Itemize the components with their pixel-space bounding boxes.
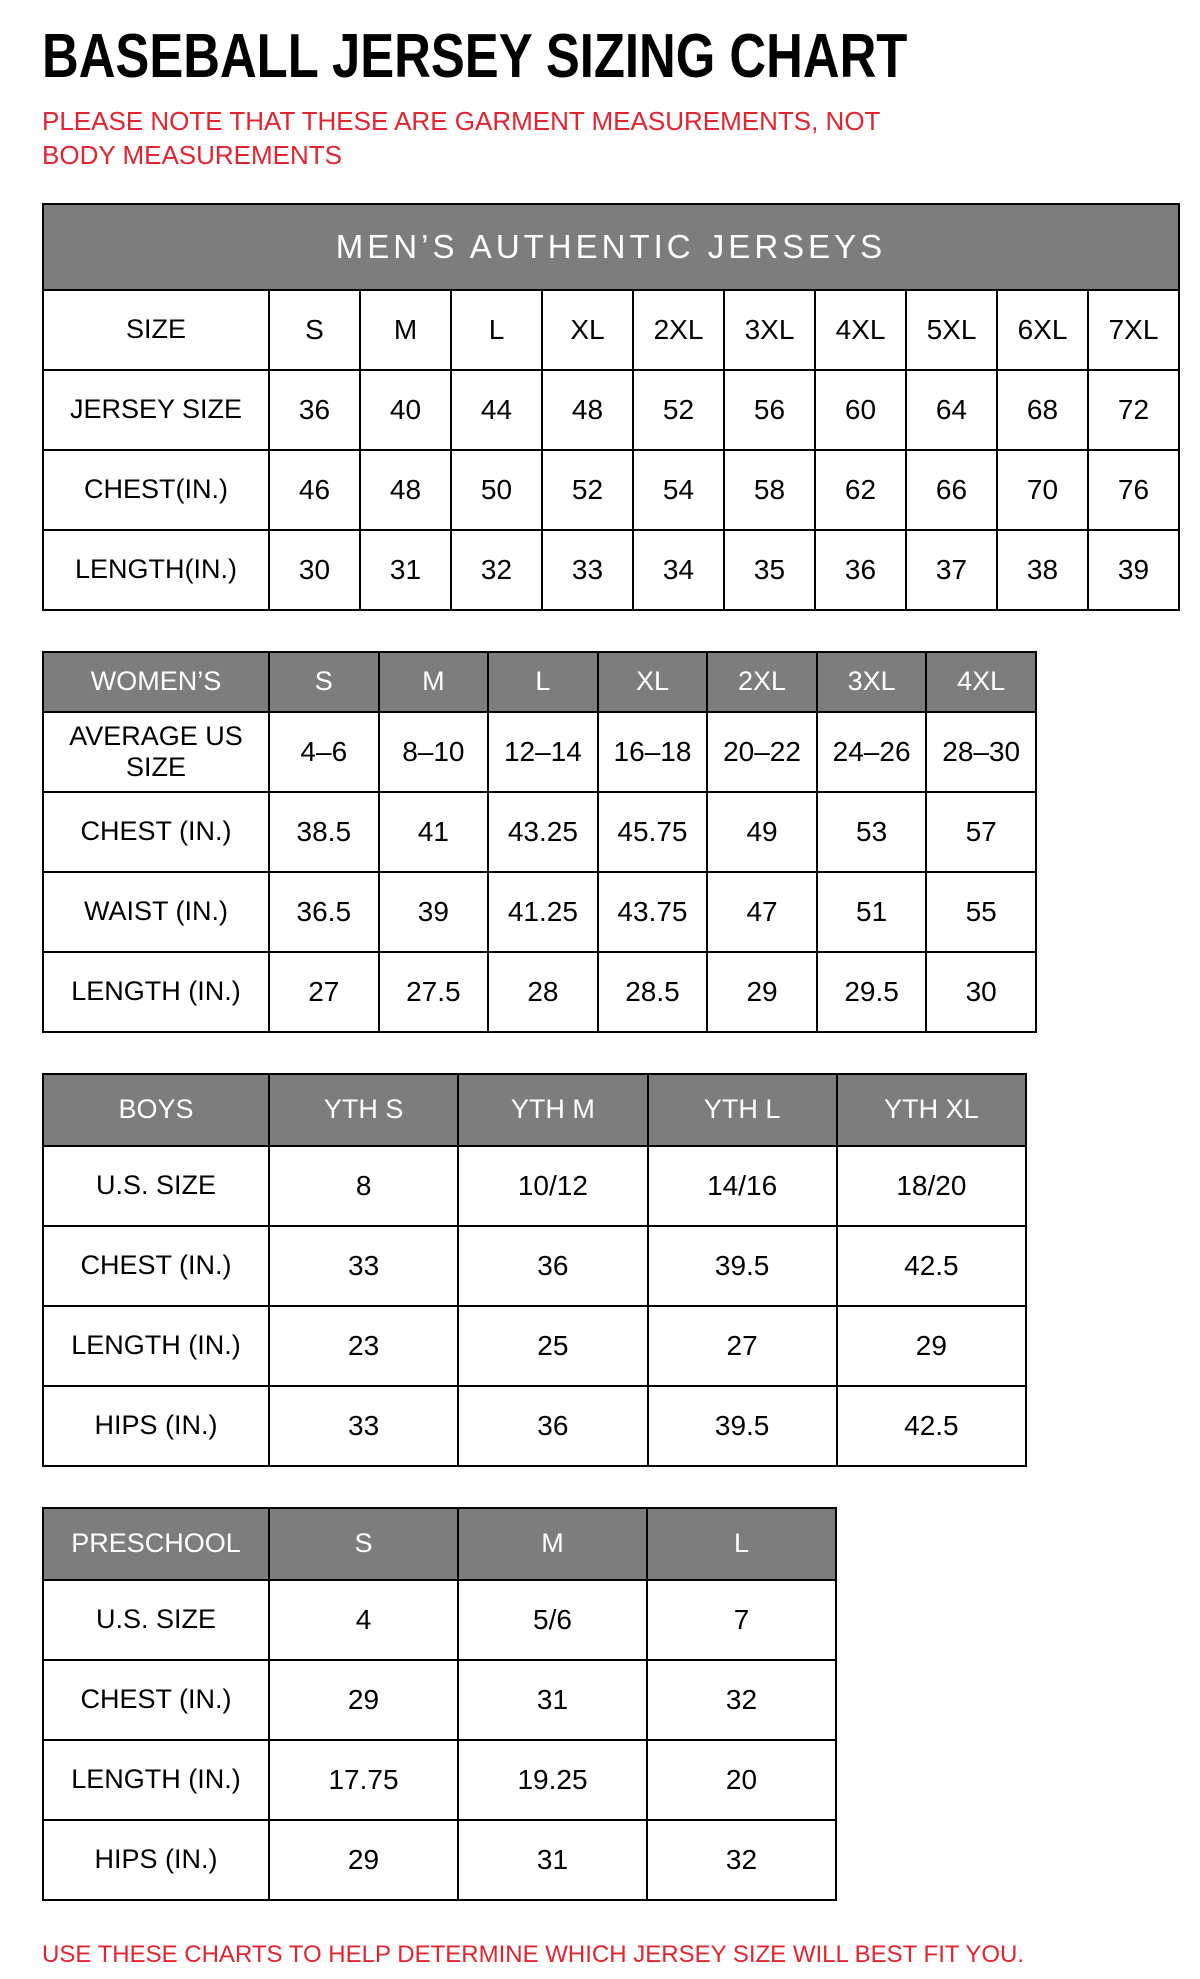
data-cell: 31 bbox=[458, 1820, 647, 1900]
data-cell: 32 bbox=[451, 530, 542, 610]
data-cell: 14/16 bbox=[648, 1146, 837, 1226]
row-label: HIPS (IN.) bbox=[43, 1820, 269, 1900]
header-cell: XL bbox=[598, 652, 708, 712]
data-cell: 31 bbox=[360, 530, 451, 610]
row-label: LENGTH (IN.) bbox=[43, 1306, 269, 1386]
table-header-row bbox=[43, 652, 1036, 712]
data-cell: 2XL bbox=[633, 290, 724, 370]
data-cell: 29 bbox=[707, 952, 817, 1032]
table-row bbox=[43, 1660, 836, 1740]
data-cell: 32 bbox=[647, 1660, 836, 1740]
data-cell: 72 bbox=[1088, 370, 1179, 450]
data-cell: 41.25 bbox=[488, 872, 598, 952]
data-cell: 35 bbox=[724, 530, 815, 610]
row-label: AVERAGE US SIZE bbox=[43, 712, 269, 792]
data-cell: 33 bbox=[269, 1386, 458, 1466]
table-row bbox=[43, 450, 1179, 530]
data-cell: 30 bbox=[926, 952, 1036, 1032]
tables-container bbox=[42, 203, 1180, 1901]
data-cell: 44 bbox=[451, 370, 542, 450]
garment-measurement-note: PLEASE NOTE THAT THESE ARE GARMENT MEASUREMENTS, NOT BODY MEASUREMENTS bbox=[42, 106, 880, 171]
data-cell: 55 bbox=[926, 872, 1036, 952]
table-womens bbox=[42, 651, 1037, 1033]
data-cell: M bbox=[360, 290, 451, 370]
data-cell: 28 bbox=[488, 952, 598, 1032]
header-cell: YTH M bbox=[458, 1074, 647, 1146]
data-cell: 50 bbox=[451, 450, 542, 530]
data-cell: 33 bbox=[542, 530, 633, 610]
data-cell: 19.25 bbox=[458, 1740, 647, 1820]
data-cell: 4XL bbox=[815, 290, 906, 370]
header-label: PRESCHOOL bbox=[43, 1508, 269, 1580]
table-row bbox=[43, 952, 1036, 1032]
data-cell: 37 bbox=[906, 530, 997, 610]
row-label: WAIST (IN.) bbox=[43, 872, 269, 952]
data-cell: 47 bbox=[707, 872, 817, 952]
data-cell: 5/6 bbox=[458, 1580, 647, 1660]
table-banner-row bbox=[43, 204, 1179, 290]
data-cell: 36 bbox=[269, 370, 360, 450]
data-cell: 10/12 bbox=[458, 1146, 647, 1226]
table-row bbox=[43, 290, 1179, 370]
row-label: U.S. SIZE bbox=[43, 1580, 269, 1660]
header-cell: S bbox=[269, 652, 379, 712]
data-cell: 12–14 bbox=[488, 712, 598, 792]
data-cell: 39 bbox=[1088, 530, 1179, 610]
row-label: U.S. SIZE bbox=[43, 1146, 269, 1226]
row-label: LENGTH(IN.) bbox=[43, 530, 269, 610]
data-cell: 45.75 bbox=[598, 792, 708, 872]
data-cell: 4–6 bbox=[269, 712, 379, 792]
data-cell: 56 bbox=[724, 370, 815, 450]
data-cell: 33 bbox=[269, 1226, 458, 1306]
data-cell: 62 bbox=[815, 450, 906, 530]
data-cell: 4 bbox=[269, 1580, 458, 1660]
data-cell: 39.5 bbox=[648, 1226, 837, 1306]
data-cell: 7 bbox=[647, 1580, 836, 1660]
header-cell: L bbox=[488, 652, 598, 712]
data-cell: 20 bbox=[647, 1740, 836, 1820]
data-cell: 57 bbox=[926, 792, 1036, 872]
row-label: CHEST (IN.) bbox=[43, 792, 269, 872]
data-cell: 60 bbox=[815, 370, 906, 450]
data-cell: 70 bbox=[997, 450, 1088, 530]
table-banner-title: MEN’S AUTHENTIC JERSEYS bbox=[43, 204, 1179, 290]
data-cell: 58 bbox=[724, 450, 815, 530]
data-cell: 29 bbox=[269, 1660, 458, 1740]
data-cell: 48 bbox=[360, 450, 451, 530]
data-cell: 27.5 bbox=[379, 952, 489, 1032]
table-boys bbox=[42, 1073, 1027, 1467]
footer-note: USE THESE CHARTS TO HELP DETERMINE WHICH JERSEY SIZE WILL BEST FIT YOU. bbox=[42, 1940, 1025, 1968]
data-cell: 7XL bbox=[1088, 290, 1179, 370]
table-row bbox=[43, 1820, 836, 1900]
data-cell: 39.5 bbox=[648, 1386, 837, 1466]
data-cell: 51 bbox=[817, 872, 927, 952]
row-label: LENGTH (IN.) bbox=[43, 952, 269, 1032]
data-cell: 36.5 bbox=[269, 872, 379, 952]
data-cell: 25 bbox=[458, 1306, 647, 1386]
table-row bbox=[43, 1306, 1026, 1386]
data-cell: 42.5 bbox=[837, 1386, 1026, 1466]
data-cell: 36 bbox=[458, 1386, 647, 1466]
header-cell: L bbox=[647, 1508, 836, 1580]
data-cell: 27 bbox=[269, 952, 379, 1032]
data-cell: 40 bbox=[360, 370, 451, 450]
data-cell: 24–26 bbox=[817, 712, 927, 792]
data-cell: 5XL bbox=[906, 290, 997, 370]
data-cell: 27 bbox=[648, 1306, 837, 1386]
row-label: SIZE bbox=[43, 290, 269, 370]
table-row bbox=[43, 712, 1036, 792]
data-cell: 3XL bbox=[724, 290, 815, 370]
data-cell: 31 bbox=[458, 1660, 647, 1740]
data-cell: 6XL bbox=[997, 290, 1088, 370]
table-row bbox=[43, 1386, 1026, 1466]
data-cell: 68 bbox=[997, 370, 1088, 450]
table-row bbox=[43, 1580, 836, 1660]
table-row bbox=[43, 1226, 1026, 1306]
data-cell: 39 bbox=[379, 872, 489, 952]
row-label: HIPS (IN.) bbox=[43, 1386, 269, 1466]
data-cell: 17.75 bbox=[269, 1740, 458, 1820]
data-cell: 52 bbox=[633, 370, 724, 450]
row-label: CHEST (IN.) bbox=[43, 1226, 269, 1306]
data-cell: 66 bbox=[906, 450, 997, 530]
data-cell: S bbox=[269, 290, 360, 370]
header-cell: M bbox=[458, 1508, 647, 1580]
data-cell: 42.5 bbox=[837, 1226, 1026, 1306]
data-cell: 49 bbox=[707, 792, 817, 872]
data-cell: 52 bbox=[542, 450, 633, 530]
data-cell: 8–10 bbox=[379, 712, 489, 792]
data-cell: 53 bbox=[817, 792, 927, 872]
data-cell: 30 bbox=[269, 530, 360, 610]
header-cell: 4XL bbox=[926, 652, 1036, 712]
data-cell: 43.75 bbox=[598, 872, 708, 952]
table-row bbox=[43, 1146, 1026, 1226]
row-label: CHEST(IN.) bbox=[43, 450, 269, 530]
data-cell: 41 bbox=[379, 792, 489, 872]
table-row bbox=[43, 792, 1036, 872]
header-cell: YTH S bbox=[269, 1074, 458, 1146]
page-title: BASEBALL JERSEY SIZING CHART bbox=[42, 22, 908, 91]
header-cell: S bbox=[269, 1508, 458, 1580]
row-label: JERSEY SIZE bbox=[43, 370, 269, 450]
table-header-row bbox=[43, 1074, 1026, 1146]
data-cell: 36 bbox=[815, 530, 906, 610]
data-cell: 29 bbox=[269, 1820, 458, 1900]
header-cell: 3XL bbox=[817, 652, 927, 712]
data-cell: 28.5 bbox=[598, 952, 708, 1032]
data-cell: 28–30 bbox=[926, 712, 1036, 792]
table-row bbox=[43, 872, 1036, 952]
data-cell: 8 bbox=[269, 1146, 458, 1226]
header-cell: YTH XL bbox=[837, 1074, 1026, 1146]
data-cell: 16–18 bbox=[598, 712, 708, 792]
data-cell: 54 bbox=[633, 450, 724, 530]
header-cell: YTH L bbox=[648, 1074, 837, 1146]
data-cell: 18/20 bbox=[837, 1146, 1026, 1226]
table-mens bbox=[42, 203, 1180, 611]
data-cell: L bbox=[451, 290, 542, 370]
data-cell: 43.25 bbox=[488, 792, 598, 872]
table-row bbox=[43, 370, 1179, 450]
table-row bbox=[43, 1740, 836, 1820]
data-cell: XL bbox=[542, 290, 633, 370]
table-row bbox=[43, 530, 1179, 610]
table-header-row bbox=[43, 1508, 836, 1580]
data-cell: 36 bbox=[458, 1226, 647, 1306]
data-cell: 20–22 bbox=[707, 712, 817, 792]
header-cell: M bbox=[379, 652, 489, 712]
data-cell: 29 bbox=[837, 1306, 1026, 1386]
row-label: LENGTH (IN.) bbox=[43, 1740, 269, 1820]
data-cell: 76 bbox=[1088, 450, 1179, 530]
header-cell: 2XL bbox=[707, 652, 817, 712]
data-cell: 32 bbox=[647, 1820, 836, 1900]
data-cell: 38 bbox=[997, 530, 1088, 610]
data-cell: 64 bbox=[906, 370, 997, 450]
header-label: WOMEN’S bbox=[43, 652, 269, 712]
data-cell: 34 bbox=[633, 530, 724, 610]
header-label: BOYS bbox=[43, 1074, 269, 1146]
data-cell: 48 bbox=[542, 370, 633, 450]
data-cell: 29.5 bbox=[817, 952, 927, 1032]
data-cell: 23 bbox=[269, 1306, 458, 1386]
data-cell: 38.5 bbox=[269, 792, 379, 872]
data-cell: 46 bbox=[269, 450, 360, 530]
row-label: CHEST (IN.) bbox=[43, 1660, 269, 1740]
table-preschool bbox=[42, 1507, 837, 1901]
